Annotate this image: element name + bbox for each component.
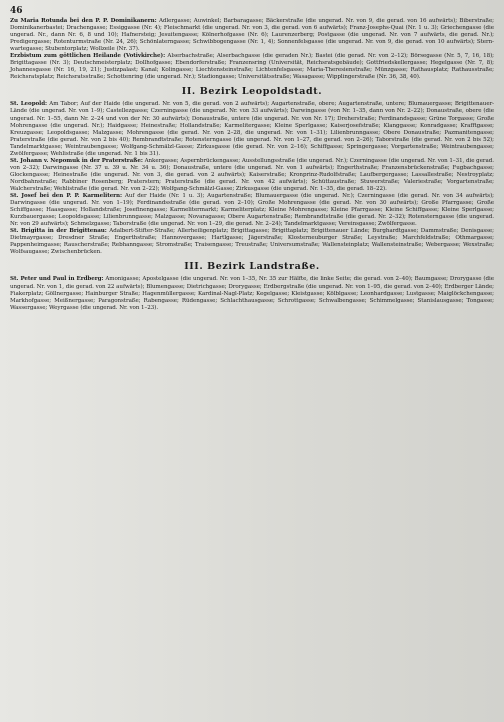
parish-name: St. Leopold: bbox=[10, 101, 48, 108]
parish-entry bbox=[10, 53, 494, 81]
parish-streets: Ankergasse; Aspernbrückengasse; Ausstellungsstraße (die ungerad. Nr.); Czerningasse (die ungerad. Nr. von 1–31, die gerad. von 2–32); Darwingasse (Nr. 37 u. 39 u. Nr. 34 u. 36); Donaustraße, untere (die ungerad. Nr. von 1 aufwärts); Engerthstraße; Franzensbrückenstraße; Fugbachgasse; Glockengasse; Heinestraße (die ungerad. Nr. von 3, die gerad. von 2 aufwärts); Kaiserstraße; Kronprinz-Rudolfstraße; Laufbergergasse; Lassallestraße; Nestroyplatz; Nordbahnstraße; Rabbiner Rosenberg; Praterstern; Praterstraße (die gerad. Nr. von 42 aufwärts); Schüttaustraße; Stuwerstraße; Valeriestraße; Vorgartenstraße; Walcherstraße; Wehlistraße (die gerad. Nr. von 2–22); Wolfgang-Schmälzl-Gasse; Zirkusgasse (die ungerad. Nr. 1–35, die gerad. 18–22). bbox=[10, 157, 494, 192]
parish-streets: Auf der Haide (Nr. 1 u. 3); Augartenstraße; Blumauergasse (die ungerad. Nr.); Czerningasse (die gerad. Nr. von 34 aufwärts); Darwingasse (die ungerad. Nr. von 1–19); Ferdinandsstraße (die gerad. von 2–10); Große Mohrengasse (die gerad. Nr. von 30 aufwärts); Große Pfarrgasse; Große Schiffgasse; Haasgasse; Hollandstraße; Josefinengasse; Karmelitermarkt; Karmeliterplatz; Kleine Mohrengasse; Kleine Pfarrgasse; Kleine Schiffgasse; Kleine Sperlgasse; Kurzbauergasse; Leopoldsgasse; Lilienbrunngasse; Malzgasse; Novaragasse; Obere Augartenstraße; Rembrandtstraße (die gerad. Nr. 2–32); Rotensterngasse (die ungerad. Nr. von 29 aufwärts); Schmelzgasse; Taborstraße (die ungerad. Nr. von 1–29, die gerad. Nr. 2–24); Tandelmarktgasse; Vereinsgasse; Zwölfergasse. bbox=[10, 193, 495, 228]
section-heading-district-2: II. Bezirk Leopoldstadt. bbox=[181, 86, 323, 98]
parish-entry bbox=[10, 101, 494, 157]
parish-name: St. Johann v. Nepomuk in der Praterstraße: bbox=[10, 157, 143, 164]
block-parishes-district-1 bbox=[10, 18, 494, 81]
parish-name: Erzbistum zum göttlichen Heilande (Votivkirche): bbox=[10, 53, 166, 60]
section-heading-district-3: III. Bezirk Landstraße. bbox=[184, 261, 320, 273]
parish-entry bbox=[10, 193, 494, 228]
parish-name: St. Brigitta in der Brigittenau: bbox=[10, 228, 107, 235]
parish-streets: Am Tabor; Auf der Haide (die ungerad. Nr. von 5, die gerad. von 2 aufwärts); Augartenstraße, obere; Augartenstraße, untere; Blumauergasse; Brigittenauer-Lände (die ungerad. Nr. von 1–9); Castellezgasse; Czerningasse (die ungerad. Nr. von 33 aufwärts); Darwingasse (von Nr. 1–35, dann von Nr. 2–22); Donaustraße, obere (die ungerad. Nr. 1–55, dann Nr. 2–24 und von der Nr. 30 aufwärts); Donaustraße, untere (die ungerad. Nr. von Nr. 17); Dreherstraße; Ferdinandsgasse; Grüne Torgasse; Große Mohrengasse (die ungerad. Nr.); Haidgasse; Heinestraße; Hollandstraße; Karmelitergasse; Kleine Sperlgasse; Kaiserjosefstraße; Klanggasse; Konradgasse; Krafftgasse; Kreuzgasse; Leopoldsgasse; Malzgasse; Mohrengasse (die gerad. Nr. von 2–28, die ungerad. Nr. von 1–31); Lilienbrunngasse; Obere Donaustraße; Pazmanitengasse; Praterstraße (die gerad. Nr. von 2 bis 40); Rembrandtstraße; Rotensterngasse (die ungerad. Nr. von 1–27, die gerad. von 2–26); Taborstraße (die gerad. Nr. von 2 bis 52); Tandelmarktgasse; Weintraubengasse; Wolfgang-Schmälzl-Gasse; Zirkusgasse (die gerad. Nr. von 2–16); Schiffgasse; Springergasse; Vorgartenstraße; Weintraubengasse; Zwölfergasse; Wehlistraße (die ungerad. Nr. 1 bis 31). bbox=[10, 101, 494, 157]
parish-streets: Adlergasse; Auwinkel; Barbaragasse; Bäckerstraße (die ungerad. Nr. von 9, die gerad. von 16 aufwärts); Biberstraße; Dominikanerbastei; Drachengasse; Essiggasse (Nr. 4); Fleischmarkt (die ungerad. Nr. von 3, die gerad. von 6 aufwärts); Franz-Josephs-Quai (Nr. 1 u. 3); Griechengasse (die ungerad. Nr., dann Nr. 6, 8 und 10); Hafnersteig; Jesuitengasse; Kölnerhofgasse (Nr. 6); Laurenzerberg; Postgasse (die ungerad. Nr. von 7 aufwärts, die gerad. Nr.); Predigergasse; Rotenturmstraße (Nr. 24, 26); Schönlaterngasse; Schwibbogengasse (Nr. 1, 4); Sonnenfelsgasse (die ungerad. Nr. von 9, die gerad. von 10 aufwärts); Stern-wartegasse; Stubentorplatz; Wollzeile (Nr. 37). bbox=[10, 18, 495, 53]
parish-entry bbox=[10, 228, 494, 256]
parish-streets: Alserbachstraße; Alserbachgasse (die geraden Nr.); Bastei (die gerad. Nr. von 2–12); Börsegasse (Nr. 5, 7, 16, 18); Brigittagasse (Nr. 3); Deutschmeisterplatz; Dollhofgasse; Ebendorferstraße; Franzensring (Universität, Reichsratsgebäude); Gottfriedskellergasse; Hegelgasse (Nr. 7, 8); Johannesgasse (Nr. 16, 19, 21); Justizpalast; Kanal; Kolingasse; Liechtensteinstraße; Lichtenfelsgasse; Maria-Theresienstraße; Münzgasse; Rathausplatz; Rathausstraße; Reichsratsplatz; Reichsratsstraße; Schottenring (die ungerad. Nr.); Stadiongasse; Universitätsstraße; Wasagasse; Wipplingerstraße (Nr. 36, 38, 40). bbox=[10, 53, 494, 81]
parish-entry bbox=[10, 158, 494, 193]
parish-streets: Amonigasse; Apostelgasse (die ungerad. Nr. von 1–35, Nr. 35 zur Hälfte, die linke Seite; die gerad. von 2–40); Baumgasse; Drorygasse (die ungerad. Nr. von 1, die gerad. von 22 aufwärts); Blumengasse; Dietrichgasse; Drorygasse; Erdbergstraße (die ungerad. Nr. von 1–95, die gerad. von 2–40); Erdberger Lände; Fiakerplatz; Göllnergasse; Hainburger Straße; Hagenmüllergasse; Kardinal-Nagl-Platz; Kegelgasse; Kleistgasse; Kölblgasse; Leonhardgasse; Lustgasse; Maiglöckchengasse; Markhofgasse; Meißnergasse; Paragonstraße; Rabengasse; Rüdengasse; Schlachthausgasse; Schrottgasse; Schwalbengasse; Schimmelgasse; Stanislausgasse; Tongasse; Wassergasse; Weyrgasse (die ungerad. Nr. von 1–23). bbox=[10, 276, 494, 311]
parish-name: St. Josef bei den P. P. Karmelitern: bbox=[10, 193, 123, 200]
page-number: 46 bbox=[10, 6, 23, 16]
parish-entry bbox=[10, 276, 494, 311]
parish-name: St. Peter und Paul in Erdberg: bbox=[10, 276, 104, 283]
parish-streets: Adalbert-Stifter-Straße; Allerheiligenplatz; Brigittagasse; Brigittaplatz; Brigittenauer Lände; Burghardtgasse; Dammstraße; Denisgasse; Dietmayrgasse; Dresdner Straße; Engerthstraße; Hannovergasse; Hartlgasse; Jägerstraße; Klosterneuburger Straße; Leystraße; Marchfeldstraße; Othmargasse; Pappenheimgasse; Rauscherstraße; Rebhanngasse; Stromstraße; Traisengasse; Treustraße; Universumstraße; Wallensteinplatz; Wallensteinstraße; Webergasse; Wexstraße; Wolfsaugasse; Zwischenbrücken. bbox=[10, 228, 494, 256]
block-parishes-district-3 bbox=[10, 276, 494, 311]
parish-entry bbox=[10, 18, 494, 53]
parish-name: Zu Maria Rotunda bei den P. P. Dominikanern: bbox=[10, 18, 157, 24]
block-parishes-district-2 bbox=[10, 101, 494, 256]
